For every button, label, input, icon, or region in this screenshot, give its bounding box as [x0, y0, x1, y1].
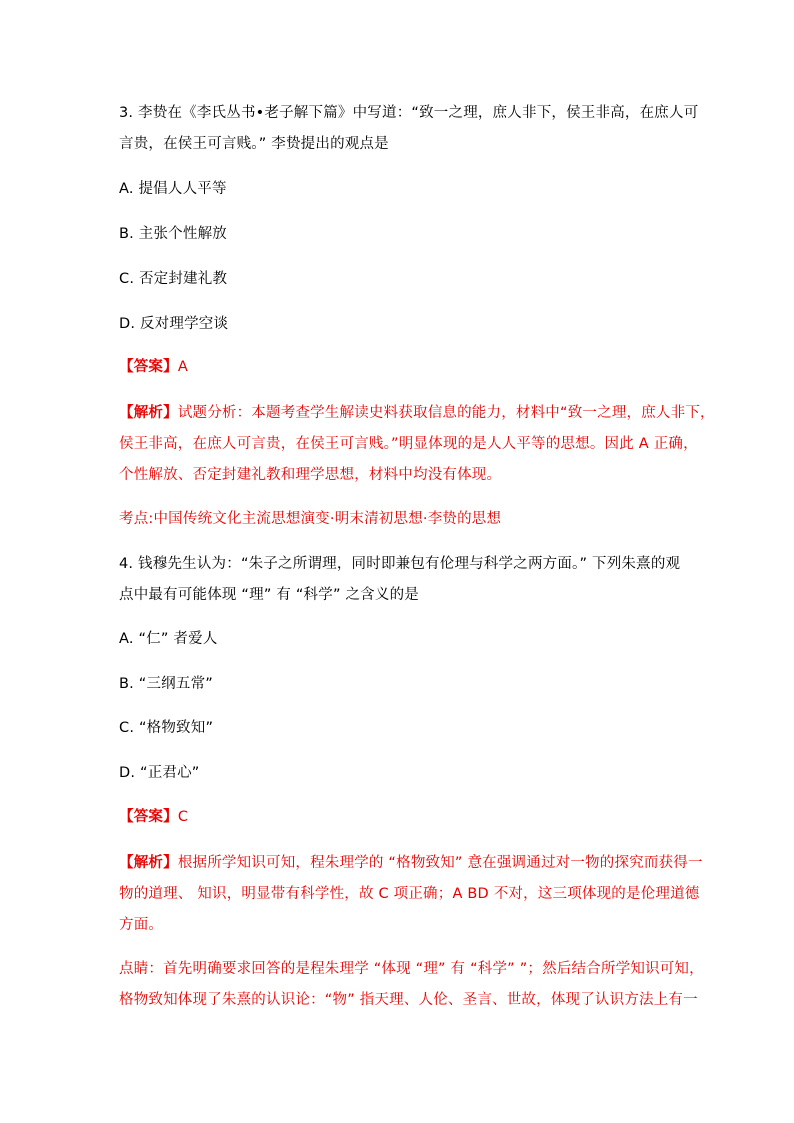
q3-analysis-line-2: 侯王非高，在庶人可言贵，在侯王可言贱。”明显体现的是人人平等的思想。因此 A 正确，	[119, 436, 698, 452]
q3-kaodian: 考点:中国传统文化主流思想演变·明末清初思想·李贽的思想	[119, 511, 502, 527]
q3-answer-label: 【答案】	[119, 359, 178, 375]
q4-analysis-text-1: 根据所学知识可知，程朱理学的 “格物致知” 意在强调通过对一物的探究而获得一	[177, 855, 703, 871]
q4-answer-value: C	[177, 809, 189, 825]
q4-dianjing-line-1: 点睛：首先明确要求回答的是程朱理学 “体现 “理” 有 “科学” ”；然后结合所学知识可知，	[119, 961, 704, 977]
q3-analysis-text-1: 试题分析：本题考查学生解读史料获取信息的能力，材料中“致一之理，庶人非下，	[177, 405, 715, 421]
q3-option-d: D. 反对理学空谈	[119, 316, 229, 332]
q3-stem-line-2: 言贵，在侯王可言贱。” 李贽提出的观点是	[119, 136, 389, 152]
q4-analysis-line-3: 方面。	[119, 917, 164, 933]
q3-answer	[119, 357, 188, 377]
q4-stem-line-2: 点中最有可能体现 “理” 有 “科学” 之含义的是	[119, 587, 419, 603]
q3-option-c: C. 否定封建礼教	[119, 271, 228, 287]
q4-stem-line-1: 4. 钱穆先生认为：“朱子之所谓理，同时即兼包有伦理与科学之两方面。” 下列朱熹的观	[119, 556, 681, 572]
q4-answer	[119, 807, 188, 827]
q3-analysis-line-1	[119, 403, 715, 423]
q4-analysis-line-2: 物的道理、 知识，明显带有科学性，故 C 项正确；A BD 不对，这三项体现的是伦理道德	[119, 886, 700, 902]
q3-stem-line-1: 3. 李贽在《李氏丛书•老子解下篇》中写道：“致一之理，庶人非下，侯王非高，在庶人可	[119, 105, 699, 121]
q3-analysis-line-3: 个性解放、否定封建礼教和理学思想，材料中均没有体现。	[119, 467, 502, 483]
q4-analysis-label: 【解析】	[119, 855, 178, 871]
q4-answer-label: 【答案】	[119, 809, 178, 825]
q4-option-c: C. “格物致知”	[119, 720, 214, 736]
q3-option-b: B. 主张个性解放	[119, 226, 227, 242]
q4-analysis-line-1	[119, 853, 703, 873]
q3-option-a: A. 提倡人人平等	[119, 181, 227, 197]
q4-option-b: B. “三纲五常”	[119, 676, 213, 692]
q4-option-d: D. “正君心”	[119, 765, 200, 781]
q3-answer-value: A	[177, 359, 188, 375]
q4-option-a: A. “仁” 者爱人	[119, 631, 218, 647]
q3-analysis-label: 【解析】	[119, 405, 178, 421]
q4-dianjing-line-2: 格物致知体现了朱熹的认识论：“物” 指天理、人伦、圣言、世故，体现了认识方法上有一	[119, 992, 698, 1008]
